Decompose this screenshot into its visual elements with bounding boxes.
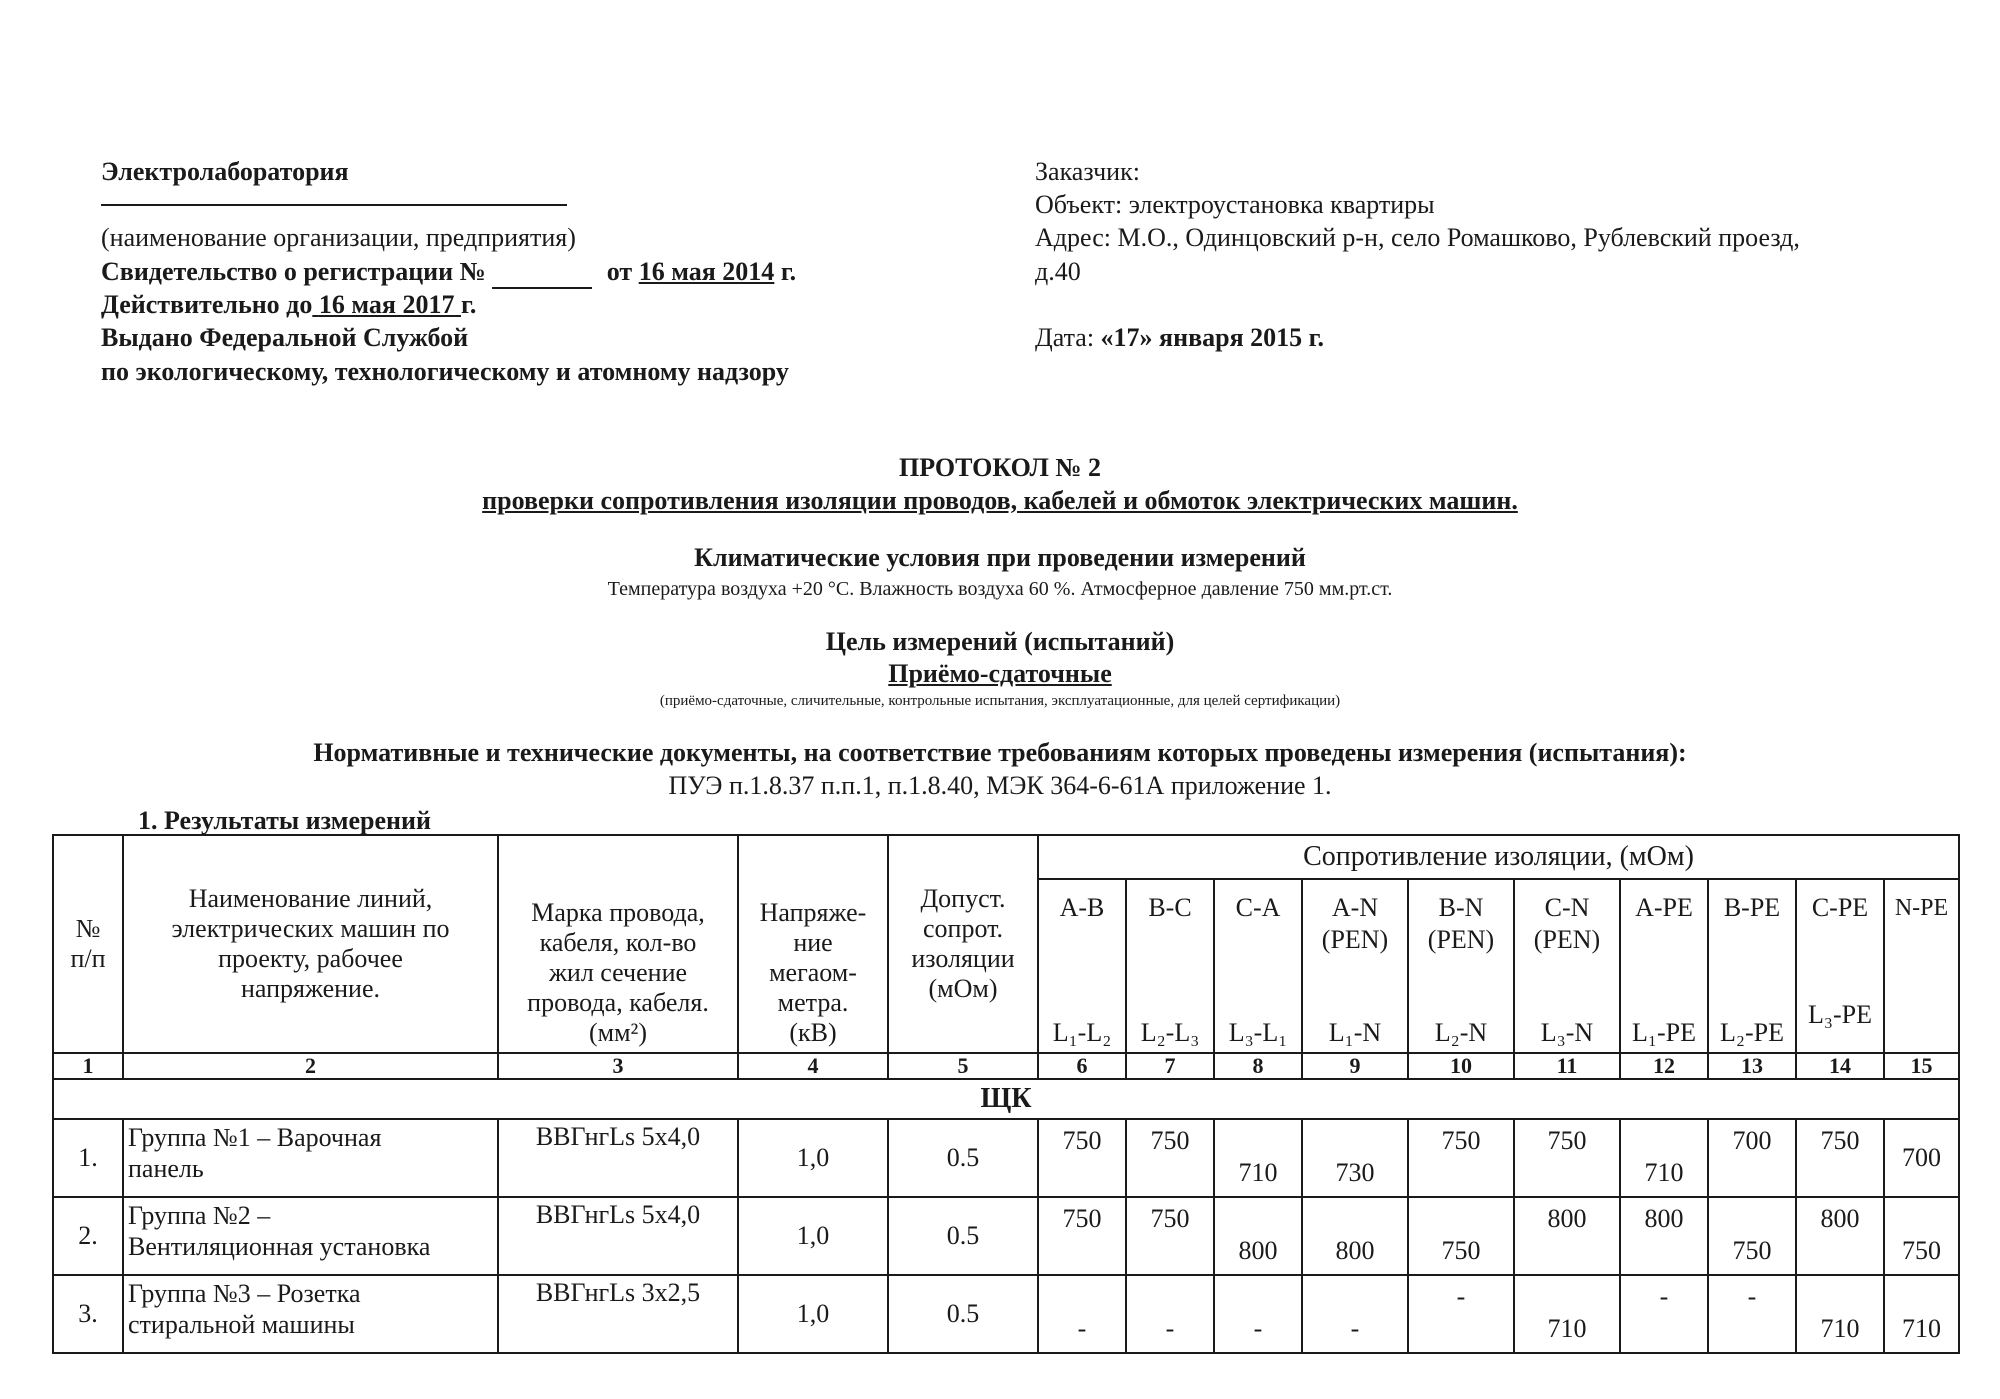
protocol-subtitle-wrap — [0, 486, 2000, 516]
column-number: 15 — [1884, 1053, 1959, 1079]
section-row — [53, 1079, 1959, 1119]
phase-header — [1302, 879, 1408, 1053]
cable-mark: ВВГнгLs 5х4,0 — [498, 1197, 738, 1275]
valid-label: Действительно до — [101, 290, 313, 319]
resistance-value: - — [1038, 1275, 1126, 1353]
row-number: 2. — [53, 1197, 123, 1275]
resistance-value: 750 — [1884, 1197, 1959, 1275]
phase-bottom: L₃-L₁ — [1228, 1018, 1288, 1047]
results-heading: 1. Результаты измерений — [138, 806, 431, 835]
phase-top: B-N (PEN) — [1427, 893, 1495, 954]
resistance-value: 700 — [1884, 1119, 1959, 1197]
document-date — [1035, 322, 1324, 353]
resistance-value: 800 — [1514, 1197, 1620, 1275]
results-table — [52, 834, 1960, 1354]
table-row — [53, 1197, 1959, 1275]
phase-top: A-N (PEN) — [1321, 893, 1389, 954]
resistance-value: 800 — [1302, 1197, 1408, 1275]
phase-header — [1796, 879, 1884, 1053]
climate-text: Температура воздуха +20 °С. Влажность воздуха 60 %. Атмосферное давление 750 мм.рт.ст. — [607, 578, 1393, 600]
column-number: 9 — [1302, 1053, 1408, 1079]
phase-header — [1884, 879, 1959, 1053]
row-number: 1. — [53, 1119, 123, 1197]
col-header-name: Наименование линий, электрических машин по проекту, рабочее напряжение. — [123, 835, 498, 1053]
line-name: Группа №1 – Варочная панель — [123, 1119, 498, 1197]
issued-by-line2: по экологическому, технологическому и атомному надзору — [101, 357, 789, 386]
megger-voltage: 1,0 — [738, 1275, 888, 1353]
resistance-value: 800 — [1214, 1197, 1302, 1275]
goal-heading: Цель измерений (испытаний) — [825, 627, 1175, 656]
cable-mark: ВВГнгLs 5х4,0 — [498, 1119, 738, 1197]
megger-voltage: 1,0 — [738, 1119, 888, 1197]
cert-label: Свидетельство о регистрации № — [101, 257, 486, 286]
resistance-value: 710 — [1884, 1275, 1959, 1353]
column-number: 14 — [1796, 1053, 1884, 1079]
phase-bottom: L₂-L₃ — [1140, 1018, 1200, 1047]
column-number: 10 — [1408, 1053, 1514, 1079]
object-line: Объект: электроустановка квартиры — [1035, 190, 1435, 219]
resistance-value: 750 — [1514, 1119, 1620, 1197]
phase-top: C-PE — [1811, 893, 1869, 922]
registration-certificate — [101, 256, 796, 289]
column-number: 11 — [1514, 1053, 1620, 1079]
valid-suffix: г. — [460, 290, 477, 319]
phase-top: N-PE — [1894, 895, 1949, 921]
resistance-value: 710 — [1796, 1275, 1884, 1353]
phase-bottom: L₂-N — [1434, 1018, 1488, 1047]
resistance-value: 700 — [1708, 1119, 1796, 1197]
phase-top: A-B — [1059, 893, 1105, 922]
goal-value: Приёмо-сдаточные — [888, 659, 1112, 688]
table-row — [53, 1119, 1959, 1197]
column-number: 8 — [1214, 1053, 1302, 1079]
resistance-value: - — [1214, 1275, 1302, 1353]
lab-title: Электролаборатория — [101, 157, 349, 186]
allowed-resistance: 0.5 — [888, 1275, 1038, 1353]
line-name: Группа №2 – Вентиляционная установка — [123, 1197, 498, 1275]
cert-from: от — [606, 257, 633, 286]
column-number: 6 — [1038, 1053, 1126, 1079]
resistance-value: 730 — [1302, 1119, 1408, 1197]
resistance-value: - — [1302, 1275, 1408, 1353]
resistance-value: 710 — [1214, 1119, 1302, 1197]
phase-top: A-PE — [1635, 893, 1693, 922]
date-label: Дата: — [1035, 323, 1095, 352]
resistance-value: 750 — [1708, 1197, 1796, 1275]
cert-number-blank — [492, 256, 592, 289]
resistance-value: - — [1126, 1275, 1214, 1353]
resistance-value: 750 — [1796, 1119, 1884, 1197]
resistance-value: 750 — [1408, 1119, 1514, 1197]
address-line1: Адрес: М.О., Одинцовский р-н, село Ромашково, Рублевский проезд, — [1035, 223, 1800, 252]
valid-until — [101, 289, 476, 320]
phase-header — [1126, 879, 1214, 1053]
phase-top: B-PE — [1723, 893, 1781, 922]
resistance-value: - — [1708, 1275, 1796, 1353]
resistance-value: 750 — [1408, 1197, 1514, 1275]
resistance-value: 800 — [1620, 1197, 1708, 1275]
phase-header — [1620, 879, 1708, 1053]
allowed-resistance: 0.5 — [888, 1119, 1038, 1197]
column-numbers-row — [53, 1053, 1959, 1079]
phase-top: C-A — [1235, 893, 1281, 922]
table-row — [53, 1275, 1959, 1353]
col-header-voltage: Напряже- ние мегаом- метра. (кВ) — [738, 835, 888, 1053]
resistance-value: 750 — [1038, 1197, 1126, 1275]
resistance-value: - — [1408, 1275, 1514, 1353]
line-name: Группа №3 – Розетка стиральной машины — [123, 1275, 498, 1353]
col-header-allowed: Допуст. сопрот. изоляции (мОм) — [888, 835, 1038, 1053]
row-number: 3. — [53, 1275, 123, 1353]
column-number: 12 — [1620, 1053, 1708, 1079]
section-title: ЩК — [53, 1079, 1959, 1119]
column-number: 5 — [888, 1053, 1038, 1079]
climate-heading: Климатические условия при проведении измерений — [694, 543, 1306, 572]
issued-by-line1: Выдано Федеральной Службой — [101, 323, 469, 352]
megger-voltage: 1,0 — [738, 1197, 888, 1275]
phase-bottom: L₂-PE — [1720, 1018, 1784, 1047]
phase-header — [1708, 879, 1796, 1053]
phase-header — [1214, 879, 1302, 1053]
col-header-resistance: Сопротивление изоляции, (мОм) — [1038, 835, 1959, 879]
resistance-value: - — [1620, 1275, 1708, 1353]
column-number: 2 — [123, 1053, 498, 1079]
address-line2: д.40 — [1035, 257, 1081, 286]
resistance-value: 750 — [1038, 1119, 1126, 1197]
cable-mark: ВВГнгLs 3х2,5 — [498, 1275, 738, 1353]
norms-text: ПУЭ п.1.8.37 п.п.1, п.1.8.40, МЭК 364-6-61А приложение 1. — [668, 771, 1332, 800]
phase-bottom: L₁-PE — [1632, 1018, 1696, 1047]
phase-header — [1514, 879, 1620, 1053]
phase-bottom: L₃-PE — [1808, 1000, 1872, 1029]
column-number: 13 — [1708, 1053, 1796, 1079]
phase-header — [1408, 879, 1514, 1053]
valid-date: 16 мая 2017 — [318, 290, 455, 319]
phase-bottom: L₁-N — [1328, 1018, 1382, 1047]
customer-label: Заказчик: — [1035, 157, 1140, 186]
col-header-num: № п/п — [53, 835, 123, 1053]
phase-bottom: L₁-L₂ — [1052, 1018, 1112, 1047]
resistance-value: 750 — [1126, 1197, 1214, 1275]
cert-date: 16 мая 2014 — [638, 257, 775, 286]
cert-year-suffix: г. — [780, 257, 797, 286]
phase-bottom: L₃-N — [1540, 1018, 1594, 1047]
column-number: 7 — [1126, 1053, 1214, 1079]
column-number: 3 — [498, 1053, 738, 1079]
goal-caption: (приёмо-сдаточные, сличительные, контрольные испытания, эксплуатационные, для целей сертификации) — [659, 693, 1341, 709]
date-value: «17» января 2015 г. — [1100, 323, 1325, 352]
protocol-title: ПРОТОКОЛ № 2 — [898, 453, 1102, 482]
resistance-value: 800 — [1796, 1197, 1884, 1275]
allowed-resistance: 0.5 — [888, 1197, 1038, 1275]
protocol-subtitle: проверки сопротивления изоляции проводов, кабелей и обмоток электрических машин. — [482, 486, 1518, 515]
resistance-value: 710 — [1514, 1275, 1620, 1353]
header-row-1 — [53, 835, 1959, 879]
col-header-mark: Марка провода, кабеля, кол-во жил сечение провода, кабеля. (мм²) — [498, 835, 738, 1053]
column-number: 1 — [53, 1053, 123, 1079]
org-caption: (наименование организации, предприятия) — [101, 223, 576, 252]
column-number: 4 — [738, 1053, 888, 1079]
phase-header — [1038, 879, 1126, 1053]
resistance-value: 750 — [1126, 1119, 1214, 1197]
phase-top: B-C — [1148, 893, 1192, 922]
org-name-blank-line — [101, 204, 567, 206]
resistance-value: 710 — [1620, 1119, 1708, 1197]
phase-top: C-N (PEN) — [1533, 893, 1601, 954]
goal-value-wrap — [0, 659, 2000, 689]
norms-heading: Нормативные и технические документы, на соответствие требованиям которых проведены измерения (испытания): — [313, 738, 1687, 767]
